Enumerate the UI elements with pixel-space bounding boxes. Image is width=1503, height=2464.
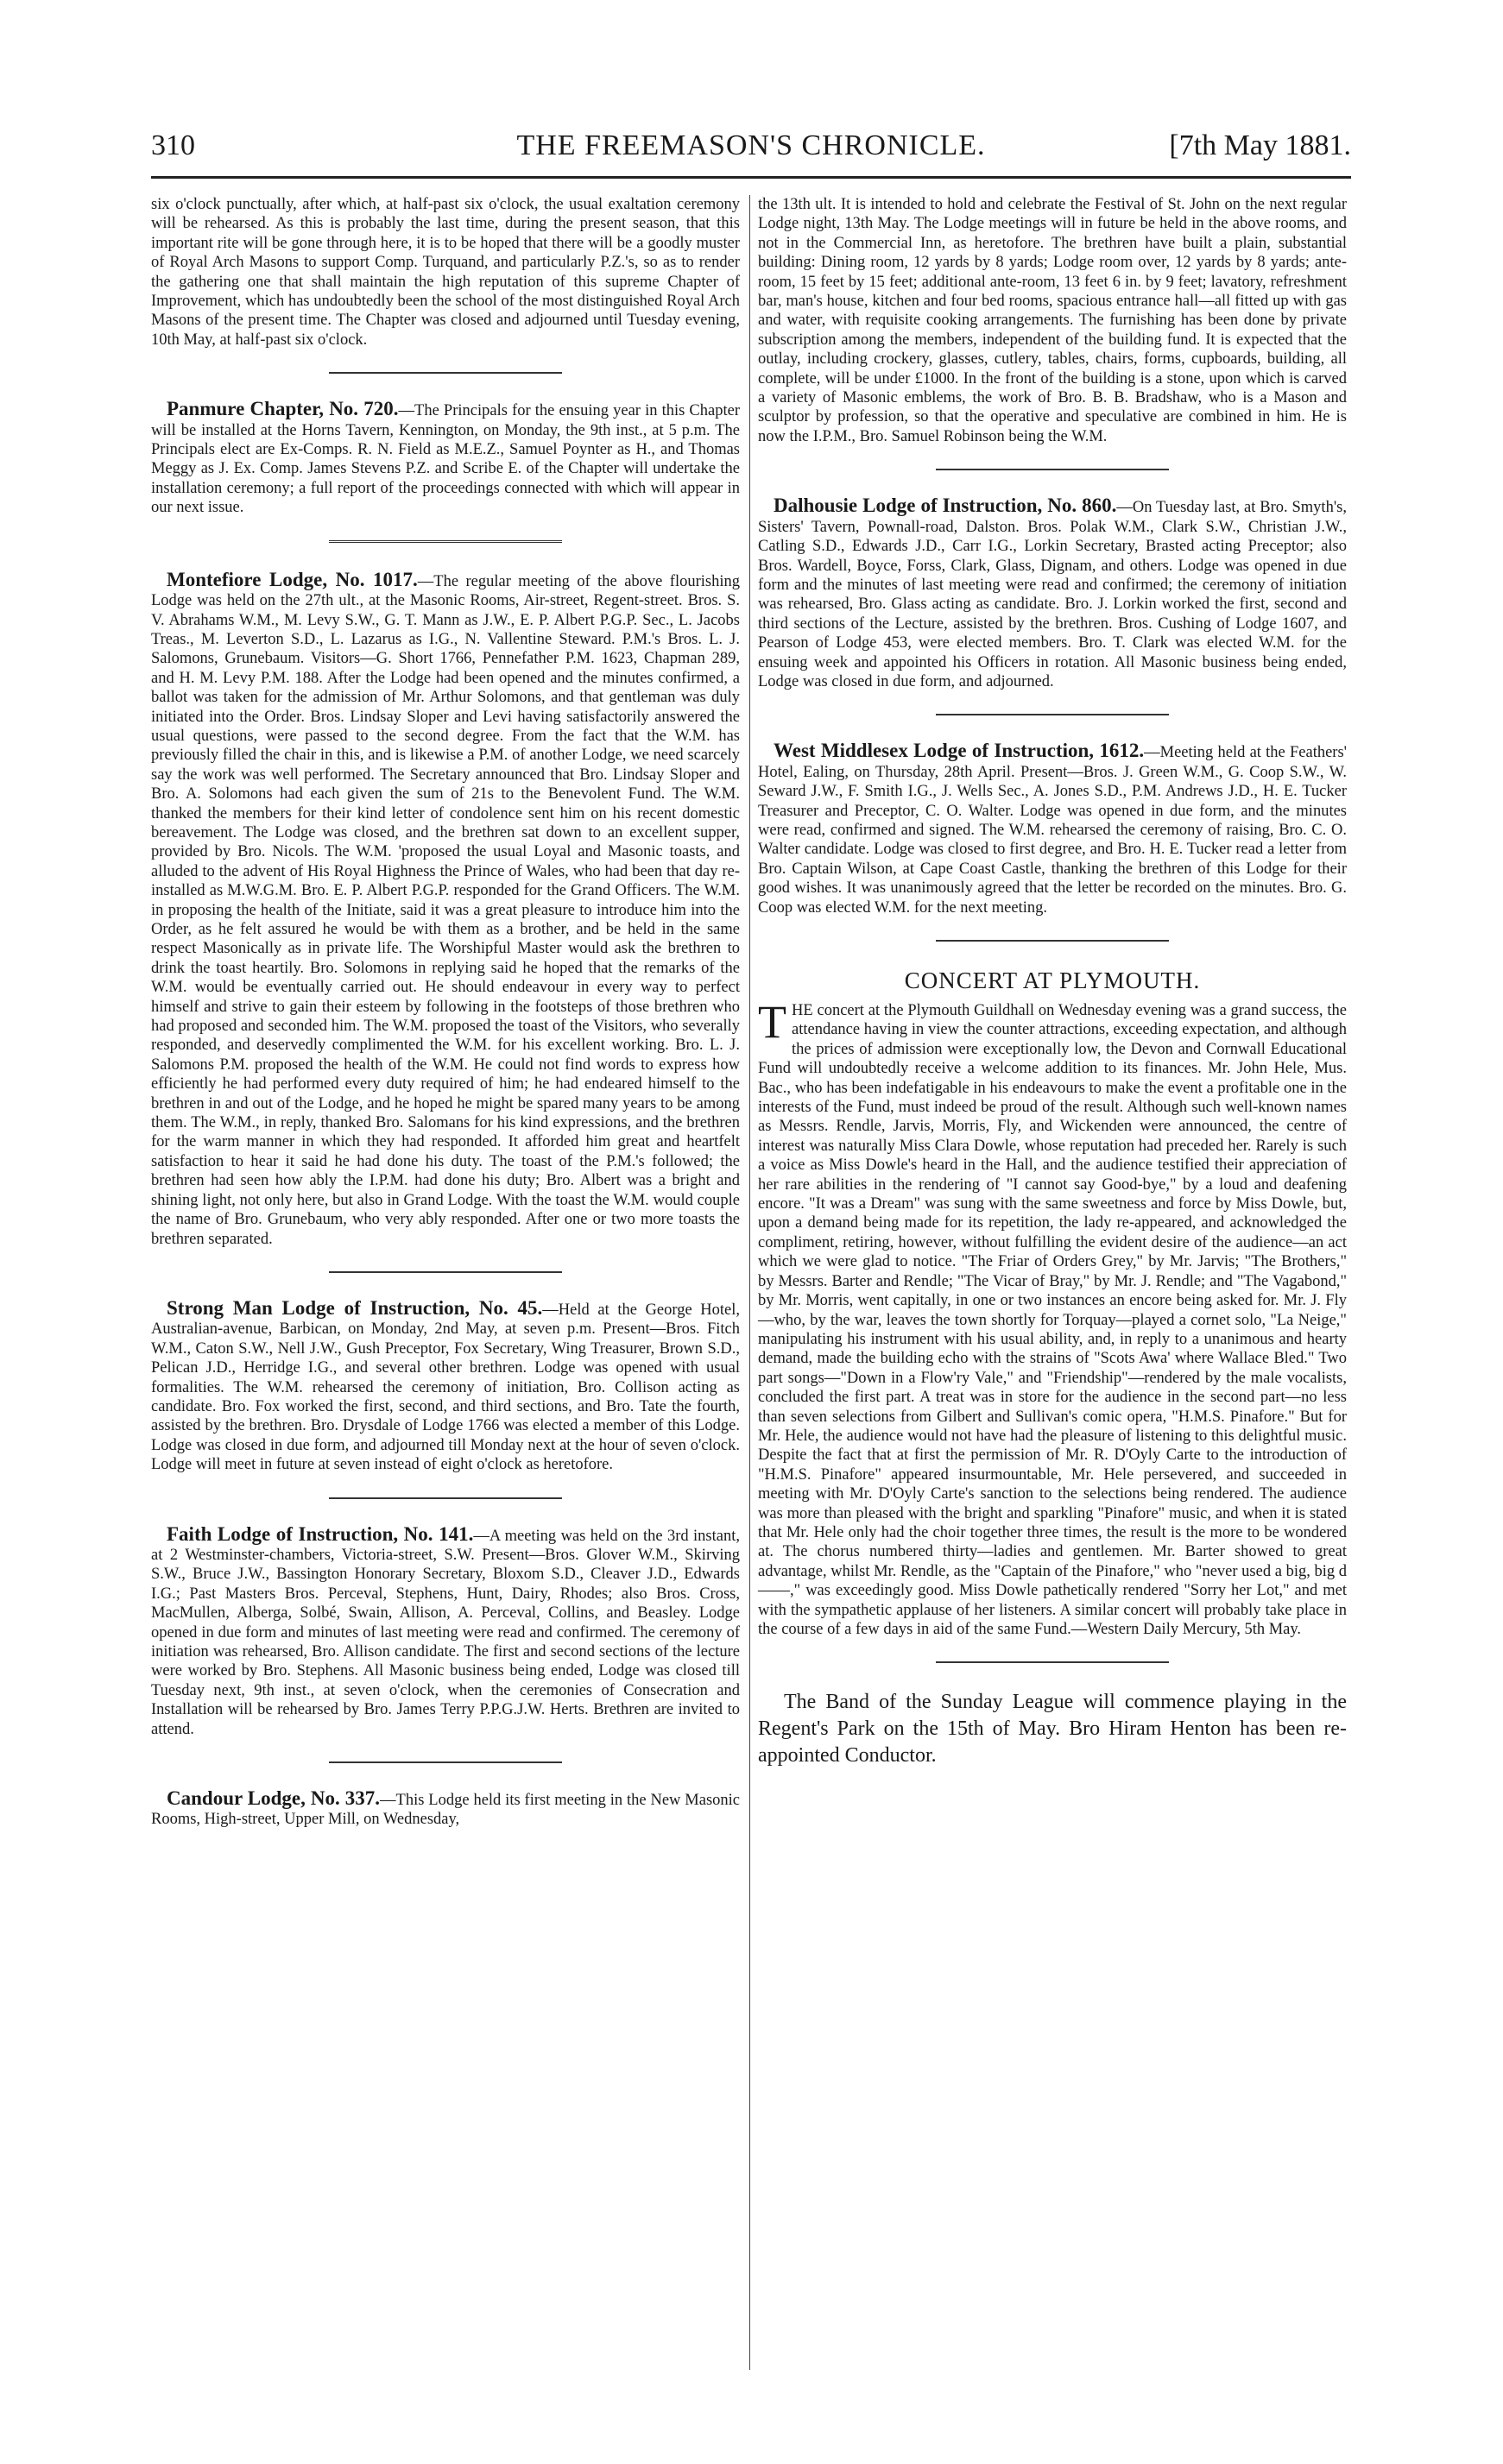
separator-rule	[936, 1661, 1169, 1663]
article-west-middlesex-lodge	[758, 741, 1347, 917]
masthead-title: THE FREEMASON'S CHRONICLE.	[516, 129, 986, 161]
article-panmure-chapter	[151, 400, 740, 517]
dalhousie-heading: Dalhousie Lodge of Instruction, No. 860.	[774, 495, 1117, 517]
separator-rule	[329, 1271, 562, 1273]
strongman-heading: Strong Man Lodge of Instruction, No. 45.	[167, 1296, 543, 1319]
candour-continuation	[758, 195, 1347, 446]
sunday-league-text: The Band of the Sunday League will commence playing in the Regent's Park on the 15th of May. Bro Hiram Henton has been re-appointed Conductor.	[758, 1691, 1347, 1768]
article-concert-plymouth	[758, 996, 1347, 1639]
left-column	[151, 195, 740, 1830]
right-column	[758, 195, 1347, 1769]
dalhousie-text: —On Tuesday last, at Bro. Smyth's, Sisters' Tavern, Pownall-road, Dalston. Bros. Polak W.M., Clark S.W., Christian J.W., Catling S.D., Edwards J.D., Carr I.G., Lorkin Secretary, Brasted acting Preceptor; also Bros. Wardell, Boyce, Forss, Clark, Glass, Dignam, and others. Lodge was opened in due form and the minutes of last meeting were read and confirmed; the ceremony of initiation was rehearsed, Bro. Glass acting as candidate. Bro. J. Lorkin worked the first, second and third sections of the Lecture, assisted by the brethren. Bros. Cushing of Lodge 1607, and Pearson of Lodge 453, were elected members. Bro. T. Clark was elected W.M. for the ensuing week and appointed his Officers in rotation. All Masonic business being ended, Lodge was closed in due form, and adjourned.	[758, 499, 1347, 690]
westmiddlesex-heading: West Middlesex Lodge of Instruction, 1612.	[774, 740, 1145, 762]
article-dalhousie-lodge	[758, 496, 1347, 691]
montefiore-text: —The regular meeting of the above flourishing Lodge was held on the 27th ult., at the Masonic Rooms, Air-street, Regent-street. Bros. S. V. Abrahams W.M., M. Levy S.W., G. T. Mann as J.W., E. P. Albert P.G.P. Sec., L. Jacobs Treas., M. Leverton S.D., L. Lazarus as I.G., N. Vallentine Steward. P.M.'s Bros. L. J. Salomons, Grunebaum. Visitors—G. Short 1766, Pennefather P.M. 1623, Chapman 289, and H. M. Levy P.M. 188. After the Lodge had been opened and the minutes confirmed, a ballot was taken for the admission of Mr. Arthur Solomons, and that gentleman was duly initiated into the Order. Bros. Lindsay Sloper and Levi having satisfactorily answered the usual questions, were passed to the second degree. From the fact that the W.M. has previously filled the chair in this, and is likewise a P.M. of another Lodge, we need scarcely say the work was well performed. The Secretary announced that Bro. Lindsay Sloper and Bro. A. Solomons had each given the sum of 21s to the Benevolent Fund. The W.M. thanked the members for their kind letter of condolence sent him on his recent domestic bereavement. The Lodge was closed, and the brethren sat down to an excellent supper, provided by Bro. Nicols. The W.M. 'proposed the usual Loyal and Masonic toasts, and alluded to the advent of His Royal Highness the Prince of Wales, who had been that day re-installed as M.W.G.M. Bro. E. P. Albert P.G.P. responded for the Grand Officers. The W.M. in proposing the health of the Initiate, said it was a great pleasure to introduce him into the Order, as he felt assured he would be with them as a brother, and be held in the same respect Masonically as in private life. The Worshipful Master would ask the brethren to drink the toast heartily. Bro. Solomons in replying said he hoped that the remarks of the W.M. would be eventually carried out. He should endeavour in every way to perfect himself and strive to gain their esteem by following in the footsteps of those brethren who had proposed and seconded him. The W.M. proposed the toast of the Visitors, who severally responded, and deservedly complimented the W.M. for his excellent working. Bro. L. J. Salomons P.M. proposed the health of the W.M. He could not find words to express how efficiently he had performed every duty required of him; he had endeared himself to the brethren in and out of the Lodge, and he hoped he might be spared many years to be among them. The W.M., in reply, thanked Bro. Salomans for his kind expressions, and the brethren for the warm manner in which they had responded. It afforded him great and heartfelt satisfaction to hear it said he had done his duty. The toast of the P.M.'s followed; the brethren had seen how ably the I.P.M. had done his duty; Bro. Albert was a bright and shining light, not only here, but also in Grand Lodge. With the toast the W.M. would couple the name of Bro. Grunebaum, who very ably responded. After one or two more toasts the brethren separated.	[151, 572, 740, 1248]
issue-date: [7th May 1881.	[1169, 129, 1351, 161]
candour-heading: Candour Lodge, No. 337.	[167, 1787, 381, 1810]
header-rule	[151, 176, 1351, 179]
chapter-intro	[151, 195, 740, 350]
page-header	[151, 129, 1351, 173]
article-montefiore-lodge	[151, 570, 740, 1249]
westmiddlesex-text: —Meeting held at the Feathers' Hotel, Ealing, on Thursday, 28th April. Present—Bros. J. Green W.M., G. Coop S.W., W. Seward J.W., F. Smith I.G., J. Wells Sec., A. Jones S.D., P.M. Andrews J.D., H. E. Tucker Treasurer and Preceptor, C. O. Walter. Lodge was opened in due form, and the minutes were read, confirmed and signed. The W.M. rehearsed the ceremony of raising, Bro. C. O. Walter candidate. Lodge was closed to first degree, and Bro. H. E. Tucker read a letter from Bro. Captain Wilson, at Cape Coast Castle, thanking the brethren of this Lodge for their good wishes. It was unanimously agreed that the letter be recorded on the minutes. Bro. G. Coop was elected W.M. for the next meeting.	[758, 744, 1347, 917]
article-strong-man-lodge	[151, 1296, 741, 1475]
candour-text: —This Lodge held its first meeting in the New Masonic Rooms, High-street, Upper Mill, on Wednesday,	[151, 1792, 740, 1829]
separator-rule	[329, 1497, 562, 1499]
separator-rule	[936, 940, 1169, 942]
separator-rule	[936, 714, 1169, 715]
separator-rule	[936, 469, 1169, 470]
concert-dropcap: T	[758, 996, 786, 1048]
candour-continuation-text: the 13th ult. It is intended to hold and celebrate the Festival of St. John on the next regular Lodge night, 13th May. The Lodge meetings will in future be held in the above rooms, and not in the Commercial Inn, as heretofore. The brethren have built a plain, substantial building: Dining room, 12 yards by 8 yards; Lodge room over, 12 yards by 8 yards; ante-room, 15 feet by 15 feet; additional ante-room, 13 feet 6 in. by 9 feet; lavatory, refreshment bar, man's house, kitchen and four bed rooms, spacious entrance hall—all fitted up with gas and water, with requisite cooking arrangements. The furnishing has been done by private subscription among the members, independent of the building fund. It is expected that the outlay, including crockery, glasses, cutlery, tables, chairs, forms, cupboards, building, all complete, will be under £1000. In the front of the building is a stone, upon which is carved a variety of Masonic emblems, the work of Bro. B. B. Bradshaw, who is a Mason and sculptor by profession, so that the operative and speculative are combined in him. He is now the I.P.M., Bro. Samuel Robinson being the W.M.	[758, 196, 1347, 445]
panmure-text: —The Principals for the ensuing year in this Chapter will be installed at the Horns Tavern, Kennington, on Monday, the 9th inst., at 5 p.m. The Principals elect are Ex-Comps. R. N. Field as M.E.Z., Samuel Poynter as H., and Thomas Meggy as J. Ex. Comp. James Stevens P.Z. and Scribe E. of the Chapter will undertake the installation ceremony; a full report of the proceedings connected with which will appear in our next issue.	[151, 402, 740, 517]
panmure-heading: Panmure Chapter, No. 720.	[167, 398, 399, 420]
montefiore-heading: Montefiore Lodge, No. 1017.	[167, 568, 418, 590]
separator-rule	[329, 372, 562, 374]
faith-text: —A meeting was held on the 3rd instant, at 2 Westminster-chambers, Victoria-street, S.W. Present—Bros. Glover W.M., Skirving S.W., Bruce J.W., Bassington Honorary Secretary, Bloxom S.D., Cleaver J.D., Edwards I.G.; Past Masters Bros. Perceval, Stephens, Hunt, Dairy, Rhodes; also Bros. Cross, MacMullen, Alberga, Solbé, Swain, Allison, A. Perceval, Collins, and Beasley. Lodge opened in due form and minutes of last meeting were read and confirmed. The ceremony of initiation was rehearsed, Bro. Allison candidate. The first and second sections of the lecture were worked by Bro. Stephens. All Masonic business being ended, Lodge was closed till Tuesday next, 9th inst., at seven o'clock, when the ceremonies of Consecration and Installation will be rehearsed by Bro. James Terry P.P.G.J.W. Herts. Brethren are invited to attend.	[151, 1527, 740, 1738]
page-number: 310	[151, 129, 195, 161]
concert-title: CONCERT AT PLYMOUTH.	[904, 967, 1201, 993]
chapter-intro-text: six o'clock punctually, after which, at half-past six o'clock, the usual exaltation ceremony will be rehearsed. As this is probably the last time, during the present season, that this important rite will be gone through here, it is to be hoped that there will be a goodly muster of Royal Arch Masons to support Comp. Turquand, and particularly P.Z.'s, so as to render the gathering one that shall maintain the high reputation of this supreme Chapter of Improvement, which has undoubtedly been the school of the most distinguished Royal Arch Masons of the present time. The Chapter was closed and adjourned until Tuesday evening, 10th May, at half-past six o'clock.	[151, 196, 740, 349]
separator-rule	[329, 1761, 562, 1763]
strongman-text: —Held at the George Hotel, Australian-avenue, Barbican, on Monday, 2nd May, at seven p.m. Present—Bros. Fitch W.M., Caton S.W., Nell J.W., Gush Preceptor, Fox Secretary, Wing Treasurer, Brown S.D., Pelican J.D., Herridge I.G., and several other brethren. Lodge was opened with usual formalities. The W.M. rehearsed the ceremony of initiation, Bro. Collison acting as candidate. Bro. Fox worked the first, second, and third sections, and Bro. Tate the fourth, assisted by the brethren. Bro. Drysdale of Lodge 1766 was elected a member of this Lodge. Lodge was closed in due form, and adjourned till Monday next at the hour of seven o'clock. Lodge will meet in future at seven instead of eight o'clock as heretofore.	[151, 1301, 741, 1474]
sunday-league-note	[758, 1689, 1347, 1769]
column-divider	[749, 195, 750, 2370]
concert-text: HE concert at the Plymouth Guildhall on Wednesday evening was a grand success, the attendance having in view the counter attractions, exceeding expectation, and although the prices of admission were exceptionally low, the Devon and Cornwall Educational Fund will undoubtedly receive a welcome addition to its finances. Mr. John Hele, Mus. Bac., who has been indefatigable in his endeavours to make the event a profitable one in the interests of the Fund, must indeed be proud of the result. Although such well-known names as Messrs. Rendle, Jarvis, Morris, Fly, and Wickenden were announced, the centre of interest was naturally Miss Clara Dowle, whose reputation had preceded her. Rarely is such a voice as Miss Dowle's heard in the Hall, and the audience testified their appreciation of her rare abilities in the rendering of "I cannot say Good-bye," by a loud and deafening encore. "It was a Dream" was sung with the same sweetness and force by Miss Dowle, but, upon a demand being made for its repetition, the lady re-appeared, and acknowledged the compliment, retiring, however, without fulfilling the evident desire of the audience—an act which we were glad to notice. "The Friar of Orders Grey," by Mr. Jarvis; "The Brothers," by Messrs. Barter and Rendle; "The Vicar of Bray," by Mr. J. Rendle; and "The Vagabond," by Mr. Morris, went capitally, in one or two instances an encore being asked for. Mr. J. Fly—who, by the war, leaves the town shortly for Torquay—played a cornet solo, "La Neige," manipulating his instrument with his usual ability, and, in reply to a unanimous and hearty demand, made the building echo with the strains of "Scots Awa' where Wallace Bled." Two part songs—"Down in a Flow'ry Vale," and "Friendship"—rendered by the male vocalists, concluded the first part. A treat was in store for the audience in the second part—no less than seven selections from Gilbert and Sullivan's comic opera, "H.M.S. Pinafore." But for Mr. Hele, the audience would not have had the pleasure of listening to this delightful music. Despite the fact that at first the permission of Mr. R. D'Oyly Carte to the introduction of "H.M.S. Pinafore" appeared insurmountable, Mr. Hele persevered, and succeeded in meeting with Mr. D'Oyly Carte's sanction to the selections being rendered. The audience was more than pleased with the bright and sparkling "Pinafore" music, and when it is stated that Mr. Hele only had the choir together three times, the result is the more to be wondered at. The chorus numbered thirty—ladies and gentlemen. Mr. Barter showed to great advantage, whilst Mr. Rendle, as the "Captain of the Pinafore," who "never used a big, big d——," was exceedingly good. Miss Dowle pathetically rendered "Sorry her Lot," and met with the sympathetic applause of her listeners. A similar concert will probably take place in the course of a few days in aid of the same Fund.—Western Daily Mercury, 5th May.	[758, 1002, 1347, 1638]
faith-heading: Faith Lodge of Instruction, No. 141.	[167, 1522, 474, 1545]
article-candour-lodge	[151, 1789, 740, 1830]
article-faith-lodge	[151, 1522, 740, 1739]
separator-rule	[329, 540, 562, 545]
